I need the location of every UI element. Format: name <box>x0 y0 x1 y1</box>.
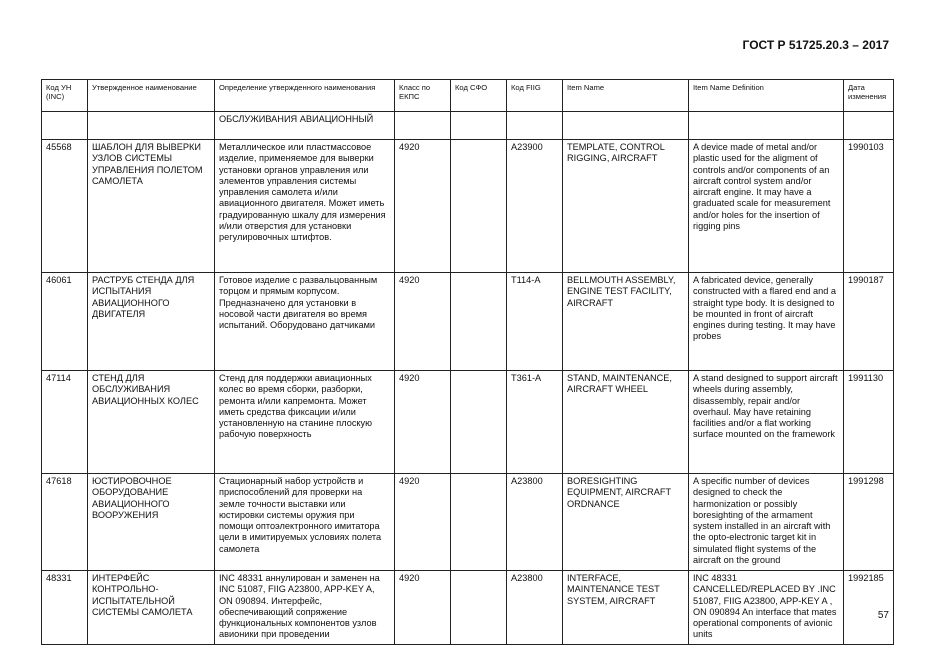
fiig-cell: A23900 <box>507 140 563 273</box>
item-def-cell: A device made of metal and/or plastic used for the aligment of controls and/or components of an aircraft control system and/or aircraft engine. It may have a graduated scale for measurement and/or holes for the insertion of rigging pins <box>689 140 844 273</box>
col-header-name: Утвержденное наименование <box>88 80 215 112</box>
inc-cell: 48331 <box>42 571 88 645</box>
inc-cell: 47114 <box>42 371 88 474</box>
definition-cell: INC 48331 аннулирован и заменен на INC 51087, FIIG A23800, APP-KEY A, ON 090894. Интерфейс, обеспечивающий сопряжение функциональных компонентов узлов авионики при проведении <box>215 571 395 645</box>
col-header-ekps: Класс по ЕКПС <box>395 80 451 112</box>
header-row <box>42 80 894 112</box>
item-name-cell: INTERFACE, MAINTENANCE TEST SYSTEM, AIRCRAFT <box>563 571 689 645</box>
table-row <box>42 273 894 371</box>
fiig-cell: A23800 <box>507 474 563 571</box>
table-row <box>42 371 894 474</box>
col-header-item-name: Item Name <box>563 80 689 112</box>
continuation-text: ОБСЛУЖИВАНИЯ АВИАЦИОННЫЙ <box>215 112 395 140</box>
classifier-table <box>41 79 894 645</box>
table-row <box>42 140 894 273</box>
standard-header: ГОСТ Р 51725.20.3 – 2017 <box>742 38 889 52</box>
inc-cell: 45568 <box>42 140 88 273</box>
item-name-cell: BORESIGHTING EQUIPMENT, AIRCRAFT ORDNANCE <box>563 474 689 571</box>
fiig-cell: A23800 <box>507 571 563 645</box>
definition-cell: Металлическое или пластмассовое изделие, применяемое для выверки установки органов управления или элементов управления системы управления самолета и/или авиационного двигателя. Может иметь градуированную шкалу для измерения и/или отверстия для установки регулировочных штифтов. <box>215 140 395 273</box>
col-header-definition: Определение утвержденного наименования <box>215 80 395 112</box>
col-header-date: Дата изменения <box>844 80 894 112</box>
approved-name-cell: РАСТРУБ СТЕНДА ДЛЯ ИСПЫТАНИЯ АВИАЦИОННОГО ДВИГАТЕЛЯ <box>88 273 215 371</box>
definition-cell: Стенд для поддержки авиационных колес во время сборки, разборки, ремонта и/или капремонта. Может иметь средства фиксации и/или установленную на станине плоскую рабочую поверхность <box>215 371 395 474</box>
inc-cell: 47618 <box>42 474 88 571</box>
sfo-cell <box>451 273 507 371</box>
approved-name-cell: ИНТЕРФЕЙС КОНТРОЛЬНО-ИСПЫТАТЕЛЬНОЙ СИСТЕМЫ САМОЛЕТА <box>88 571 215 645</box>
date-cell: 1992185 <box>844 571 894 645</box>
approved-name-cell: ЮСТИРОВОЧНОЕ ОБОРУДОВАНИЕ АВИАЦИОННОГО ВООРУЖЕНИЯ <box>88 474 215 571</box>
page-number: 57 <box>877 610 889 621</box>
item-def-cell: A stand designed to support aircraft wheels during assembly, disassembly, repair and/or overhaul. May have retaining facilities and/or a flat working surface mounted on the framework <box>689 371 844 474</box>
ekps-cell: 4920 <box>395 474 451 571</box>
item-name-cell: STAND, MAINTENANCE, AIRCRAFT WHEEL <box>563 371 689 474</box>
item-name-cell: BELLMOUTH ASSEMBLY, ENGINE TEST FACILITY, AIRCRAFT <box>563 273 689 371</box>
ekps-cell: 4920 <box>395 273 451 371</box>
date-cell: 1990187 <box>844 273 894 371</box>
date-cell: 1991130 <box>844 371 894 474</box>
fiig-cell: T361-A <box>507 371 563 474</box>
definition-cell: Стационарный набор устройств и приспособлений для проверки на земле точности выставки или юстировки системы оружия при помощи оптоэлектронного имитатора цели в имитируемых условиях полета самолета <box>215 474 395 571</box>
date-cell: 1990103 <box>844 140 894 273</box>
ekps-cell: 4920 <box>395 571 451 645</box>
approved-name-cell: СТЕНД ДЛЯ ОБСЛУЖИВАНИЯ АВИАЦИОННЫХ КОЛЕС <box>88 371 215 474</box>
sfo-cell <box>451 474 507 571</box>
definition-cell: Готовое изделие с развальцованным торцом и прямым корпусом. Предназначено для установки в носовой части двигателя во время испытаний. Оборудовано датчиками <box>215 273 395 371</box>
col-header-item-def: Item Name Definition <box>689 80 844 112</box>
table-row <box>42 571 894 645</box>
item-def-cell: A specific number of devices designed to check the harmonization or possibly boresighting of the armament system installed in an aircraft with the opto-electronic target kit in simulated flight systems of the aircraft on the ground <box>689 474 844 571</box>
col-header-fiig: Код FIIG <box>507 80 563 112</box>
continuation-row <box>42 112 894 140</box>
inc-cell: 46061 <box>42 273 88 371</box>
item-def-cell: A fabricated device, generally constructed with a flared end and a straight type body. It is designed to be mounted in front of aircraft engines during testing. It may have probes <box>689 273 844 371</box>
table-row <box>42 474 894 571</box>
ekps-cell: 4920 <box>395 371 451 474</box>
sfo-cell <box>451 371 507 474</box>
col-header-sfo: Код СФО <box>451 80 507 112</box>
sfo-cell <box>451 571 507 645</box>
col-header-inc: Код УН (INC) <box>42 80 88 112</box>
ekps-cell: 4920 <box>395 140 451 273</box>
approved-name-cell: ШАБЛОН ДЛЯ ВЫВЕРКИ УЗЛОВ СИСТЕМЫ УПРАВЛЕНИЯ ПОЛЕТОМ САМОЛЕТА <box>88 140 215 273</box>
date-cell: 1991298 <box>844 474 894 571</box>
fiig-cell: T114-A <box>507 273 563 371</box>
item-name-cell: TEMPLATE, CONTROL RIGGING, AIRCRAFT <box>563 140 689 273</box>
sfo-cell <box>451 140 507 273</box>
item-def-cell: INC 48331 CANCELLED/REPLACED BY .INC 51087, FIIG A23800, APP-KEY A , ON 090894 An interface that mates operational components of avionic units <box>689 571 844 645</box>
